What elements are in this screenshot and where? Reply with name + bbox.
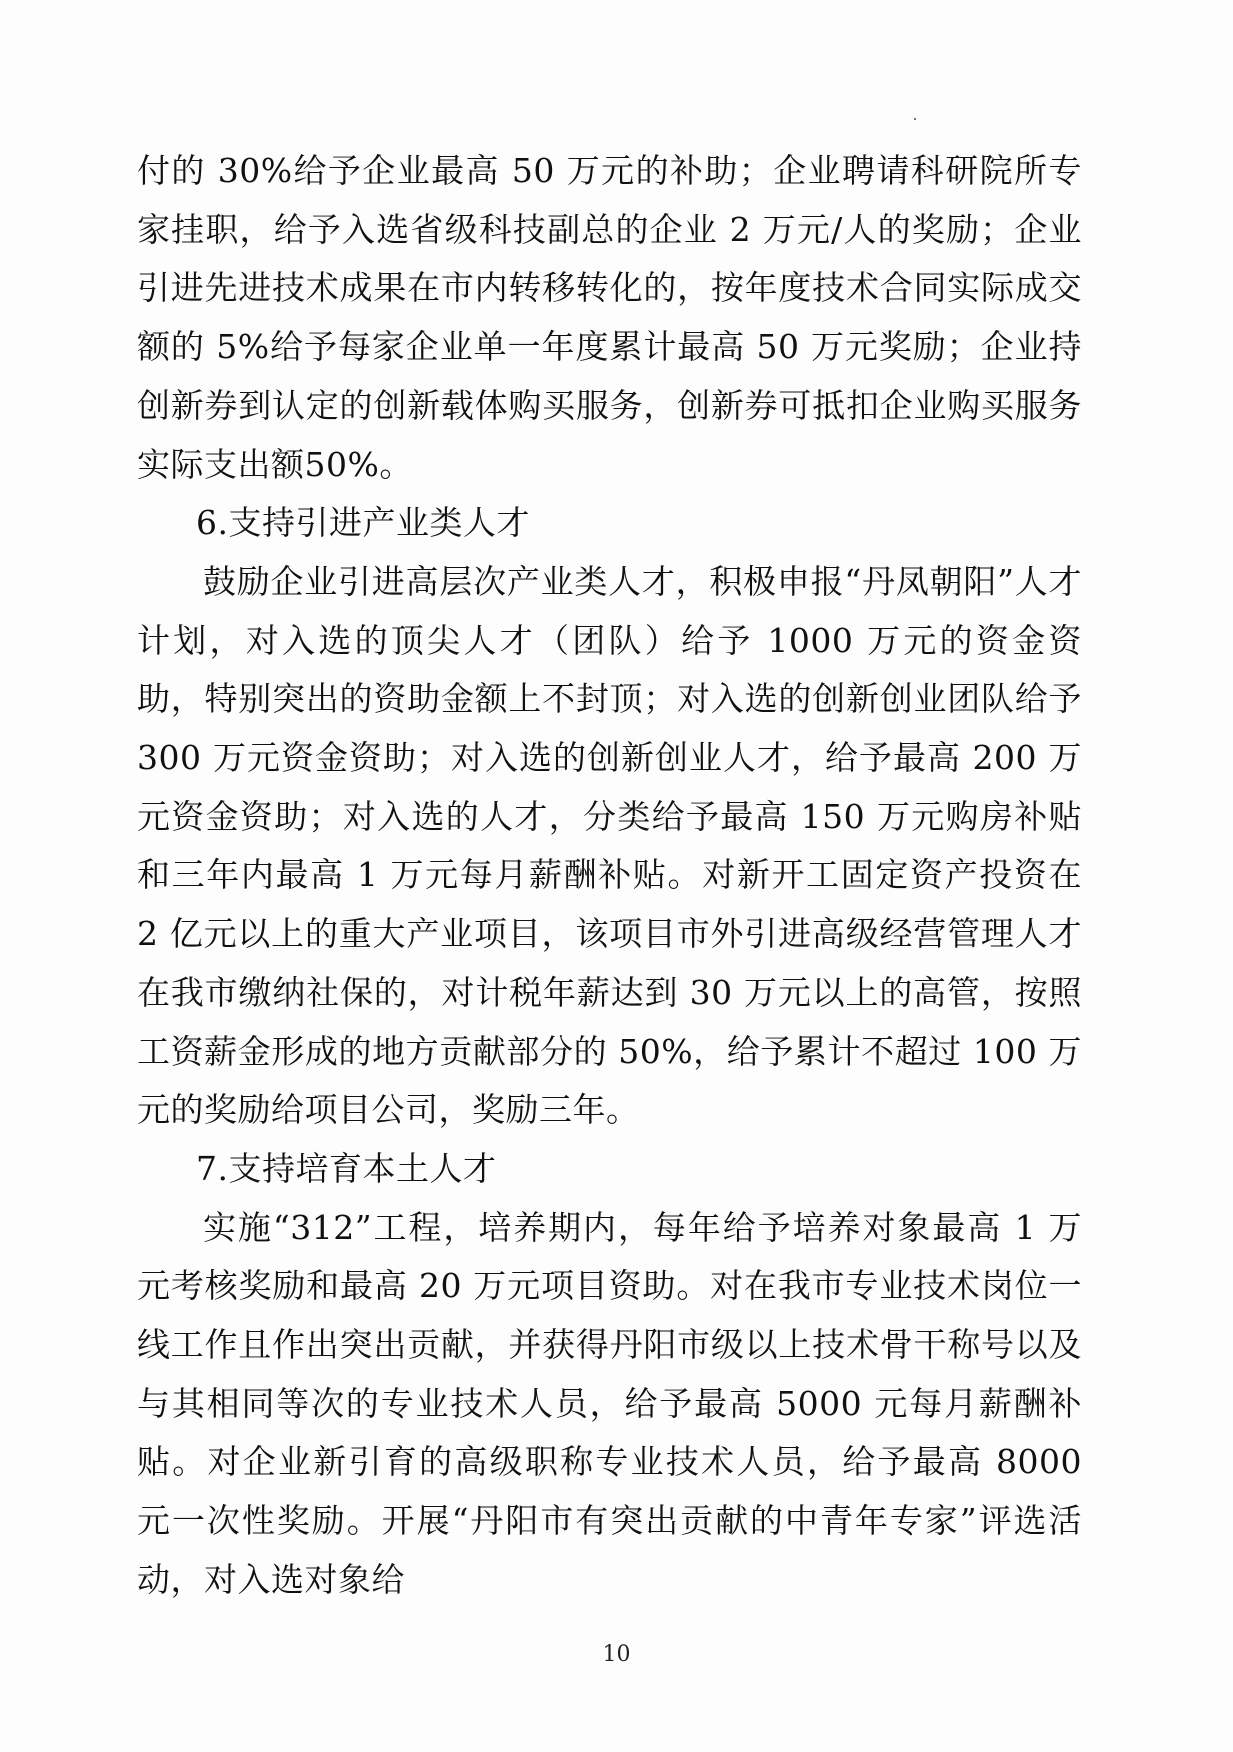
paragraph-industry-talent: 鼓励企业引进高层次产业类人才，积极申报“丹凤朝阳”人才计划，对入选的顶尖人才（团队）给予 1000 万元的资金资助，特别突出的资助金额上不封顶；对入选的创新创业团队给予 300 万元资金资助；对入选的创新创业人才，给予最高 200 万元资金资助；对入选的人才，分类给予最高 150 万元购房补贴和三年内最高 1 万元每月薪酬补贴。对新开工固定资产投资在 2 亿元以上的重大产业项目，该项目市外引进高级经营管理人才在我市缴纳社保的，对计税年薪达到 30 万元以上的高管，按照工资薪金形成的地方贡献部分的 50%，给予累计不超过 100 万元的奖励给项目公司，奖励三年。: [137, 561, 1082, 1130]
section-heading-7: 7.支持培育本土人才: [196, 1148, 497, 1188]
paragraph-continuation: 付的 30%给予企业最高 50 万元的补助；企业聘请科研院所专家挂职，给予入选省级科技副总的企业 2 万元/人的奖励；企业引进先进技术成果在市内转移转化的，按年度技术合同实际成交额的 5%给予每家企业单一年度累计最高 50 万元奖励；企业持创新券到认定的创新载体购买服务，创新券可抵扣企业购买服务实际支出额50%。: [137, 151, 1082, 484]
page-number: 10: [602, 1642, 631, 1667]
section-heading-6: 6.支持引进产业类人才: [196, 503, 530, 543]
paragraph-local-talent: 实施“312”工程，培养期内，每年给予培养对象最高 1 万元考核奖励和最高 20 万元项目资助。对在我市专业技术岗位一线工作且作出突出贡献，并获得丹阳市级以上技术骨干称号以及与其相同等次的专业技术人员，给予最高 5000 元每月薪酬补贴。对企业新引育的高级职称专业技术人员，给予最高 8000 元一次性奖励。开展“丹阳市有突出贡献的中青年专家”评选活动，对入选对象给: [137, 1207, 1082, 1599]
document-body: [137, 142, 1082, 1610]
scan-speck: [914, 118, 916, 120]
